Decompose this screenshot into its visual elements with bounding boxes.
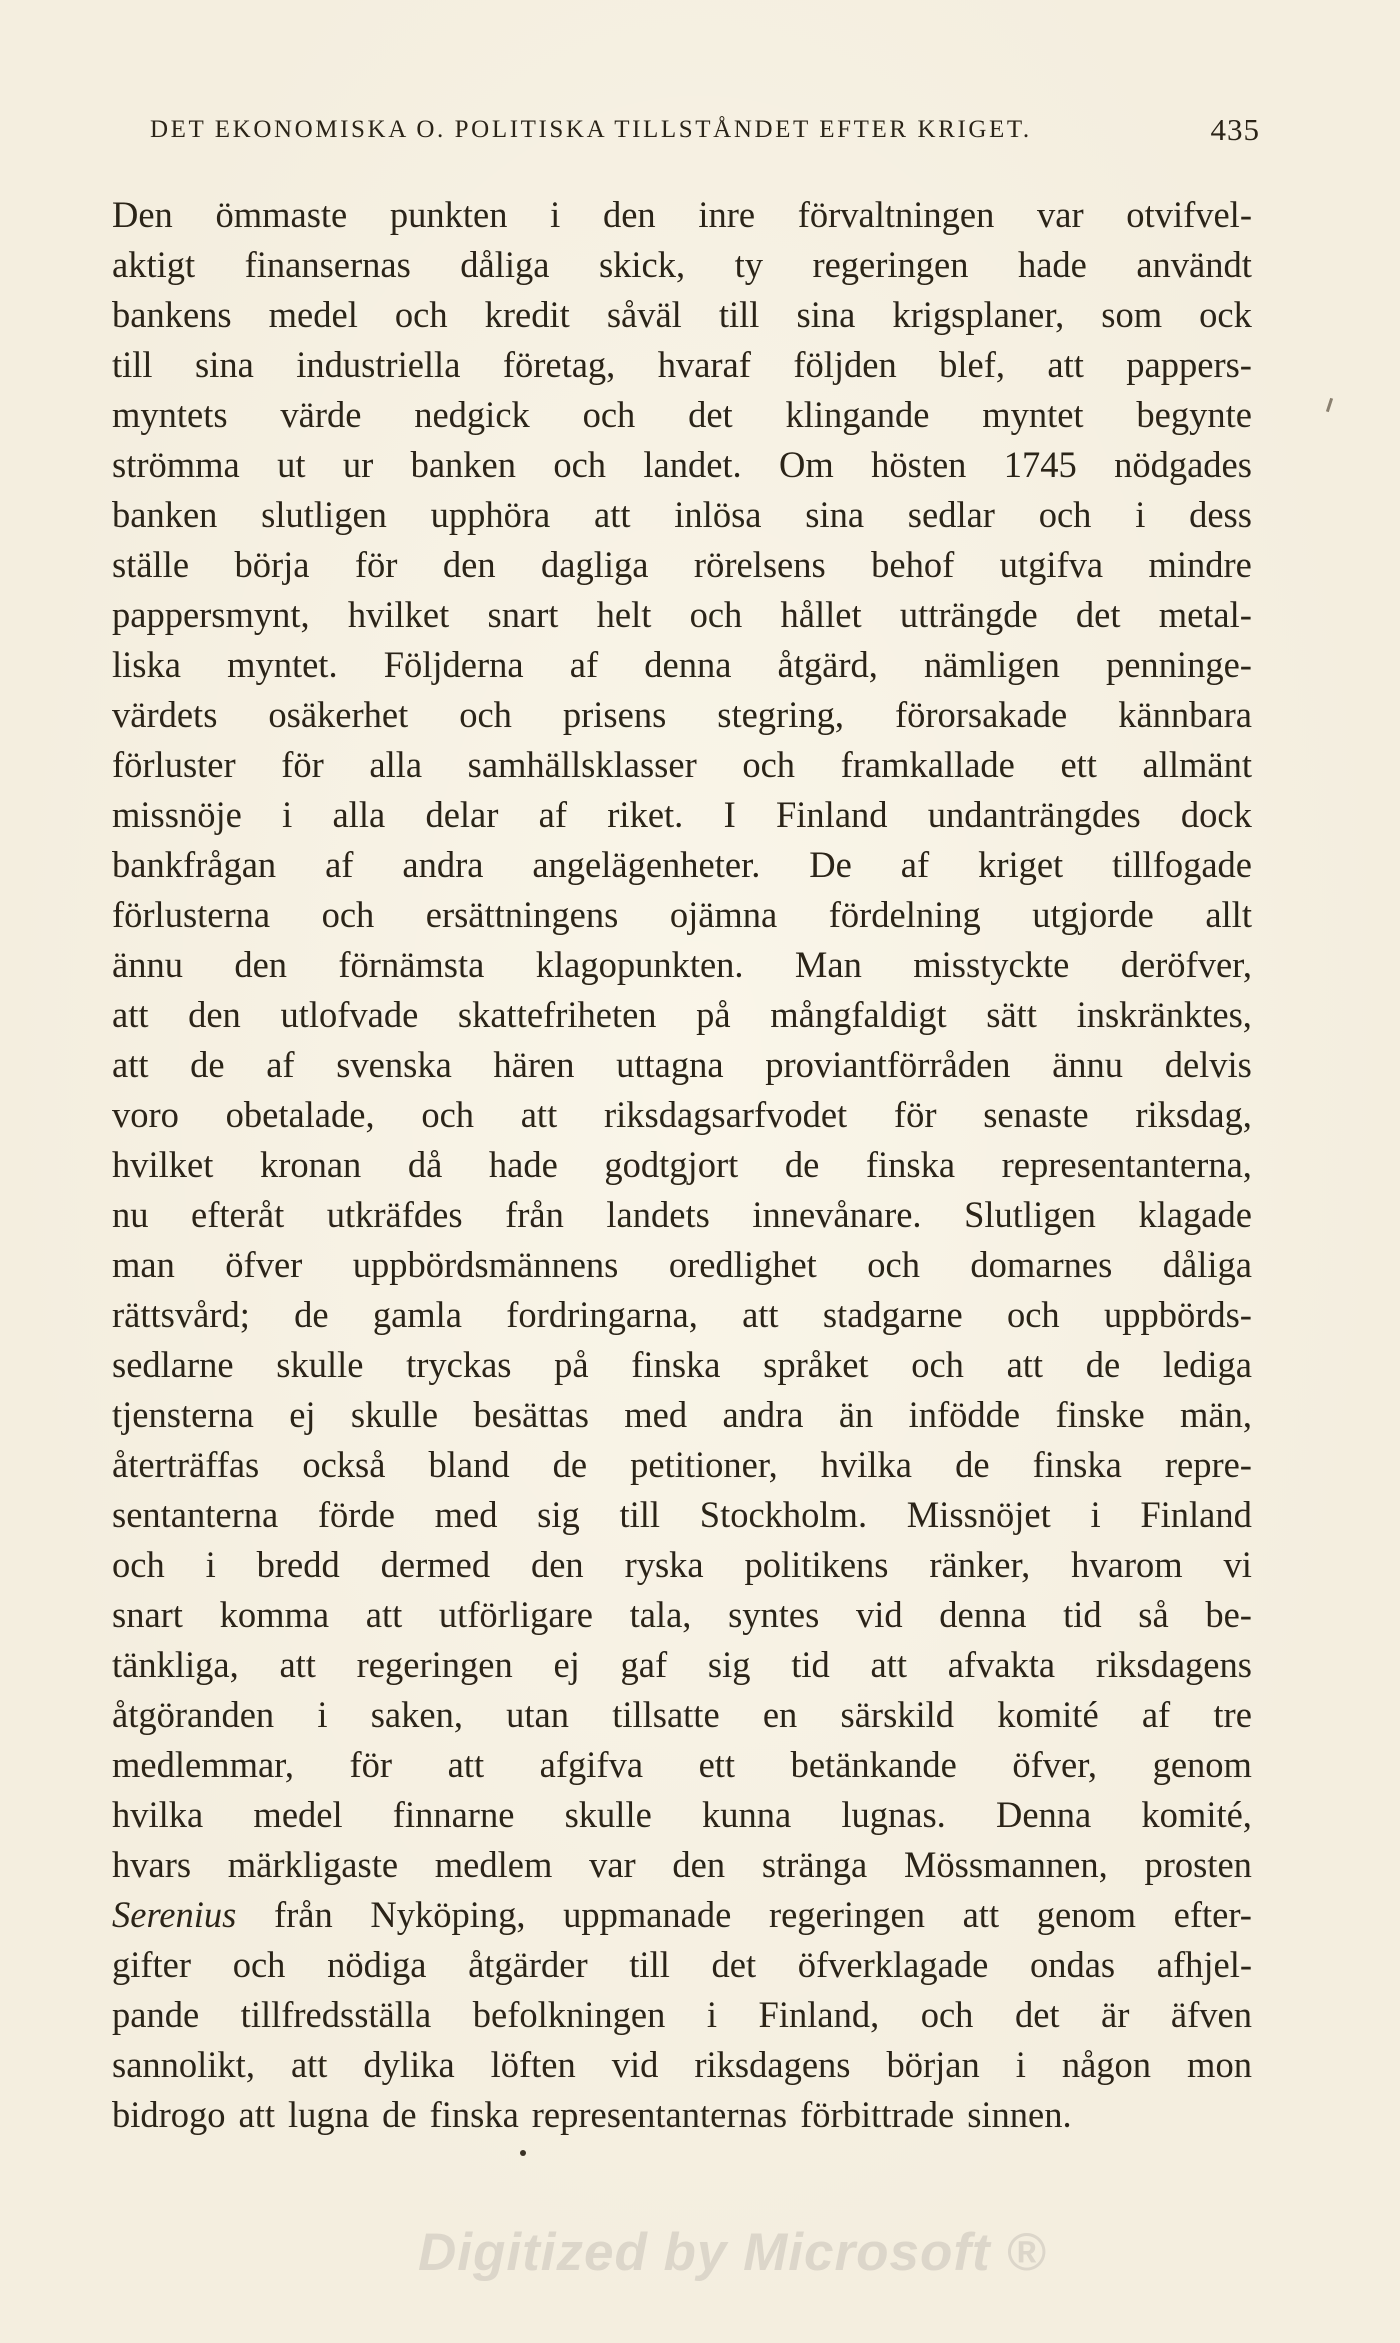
digitization-watermark: Digitized by Microsoft ®	[418, 2223, 1047, 2282]
text-line: återträffas också bland de petitioner, hvilka de finska repre-	[112, 1444, 1252, 1485]
text-line: värdets osäkerhet och prisens stegring, förorsakade kännbara	[112, 694, 1252, 735]
text-line: hvilka medel finnarne skulle kunna lugnas. Denna komité,	[112, 1794, 1252, 1835]
text-line: tjensterna ej skulle besättas med andra än infödde finske män,	[112, 1394, 1252, 1435]
printed-dot	[520, 2150, 526, 2156]
text-line: ännu den förnämsta klagopunkten. Man misstyckte deröfver,	[112, 944, 1252, 985]
text-line: bidrogo att lugna de finska representanternas förbittrade sinnen.	[112, 2094, 1072, 2135]
text-line: att den utlofvade skattefriheten på mångfaldigt sätt inskränktes,	[112, 994, 1252, 1035]
text-line: liska myntet. Följderna af denna åtgärd, nämligen penninge-	[112, 644, 1252, 685]
text-line: bankens medel och kredit såväl till sina krigsplaner, som ock	[112, 294, 1252, 335]
text-line: till sina industriella företag, hvaraf följden blef, att pappers-	[112, 344, 1252, 385]
text-line: sannolikt, att dylika löften vid riksdagens början i någon mon	[112, 2044, 1252, 2085]
text-line: pappersmynt, hvilket snart helt och hållet utträngde det metal-	[112, 594, 1252, 635]
text-line: voro obetalade, och att riksdagsarfvodet för senaste riksdag,	[112, 1094, 1252, 1135]
text-line: strömma ut ur banken och landet. Om hösten 1745 nödgades	[112, 444, 1252, 485]
text-line: hvilket kronan då hade godtgjort de finska representanterna,	[112, 1144, 1252, 1185]
text-line: Den ömmaste punkten i den inre förvaltningen var otvifvel-	[112, 194, 1252, 235]
text-line: pande tillfredsställa befolkningen i Finland, och det är äfven	[112, 1994, 1252, 2035]
text-line: sentanterna förde med sig till Stockholm. Missnöjet i Finland	[112, 1494, 1252, 1535]
text-line: sedlarne skulle tryckas på finska språket och att de lediga	[112, 1344, 1252, 1385]
margin-mark	[1326, 398, 1333, 412]
text-line: myntets värde nedgick och det klingande myntet begynte	[112, 394, 1252, 435]
body-text	[112, 190, 1252, 2140]
text-line: rättsvård; de gamla fordringarna, att stadgarne och uppbörds-	[112, 1294, 1252, 1335]
text-line: missnöje i alla delar af riket. I Finland undanträngdes dock	[112, 794, 1252, 835]
running-head	[150, 112, 1260, 152]
text-line: banken slutligen upphöra att inlösa sina sedlar och i dess	[112, 494, 1252, 535]
text-line: gifter och nödiga åtgärder till det öfverklagade ondas afhjel-	[112, 1944, 1252, 1985]
text-line: hvars märkligaste medlem var den stränga Mössmannen, prosten	[112, 1844, 1252, 1885]
text-line: förlusterna och ersättningens ojämna fördelning utgjorde allt	[112, 894, 1252, 935]
text-line: ställe börja för den dagliga rörelsens behof utgifva mindre	[112, 544, 1252, 585]
running-title: DET EKONOMISKA O. POLITISKA TILLSTÅNDET EFTER KRIGET.	[150, 116, 1032, 143]
text-line: aktigt finansernas dåliga skick, ty regeringen hade användt	[112, 244, 1252, 285]
text-line: åtgöranden i saken, utan tillsatte en särskild komité af tre	[112, 1694, 1252, 1735]
text-line: att de af svenska hären uttagna proviantförråden ännu delvis	[112, 1044, 1252, 1085]
text-line: bankfrågan af andra angelägenheter. De af kriget tillfogade	[112, 844, 1252, 885]
text-line: och i bredd dermed den ryska politikens ränker, hvarom vi	[112, 1544, 1252, 1585]
page-number: 435	[1210, 112, 1260, 147]
text-line: nu efteråt utkräfdes från landets innevånare. Slutligen klagade	[112, 1194, 1252, 1235]
text-line: Serenius från Nyköping, uppmanade regeringen att genom efter-	[112, 1894, 1252, 1935]
text-line: tänkliga, att regeringen ej gaf sig tid att afvakta riksdagens	[112, 1644, 1252, 1685]
text-line: man öfver uppbördsmännens oredlighet och domarnes dåliga	[112, 1244, 1252, 1285]
text-line: förluster för alla samhällsklasser och framkallade ett allmänt	[112, 744, 1252, 785]
text-line: snart komma att utförligare tala, syntes vid denna tid så be-	[112, 1594, 1252, 1635]
text-line: medlemmar, för att afgifva ett betänkande öfver, genom	[112, 1744, 1252, 1785]
